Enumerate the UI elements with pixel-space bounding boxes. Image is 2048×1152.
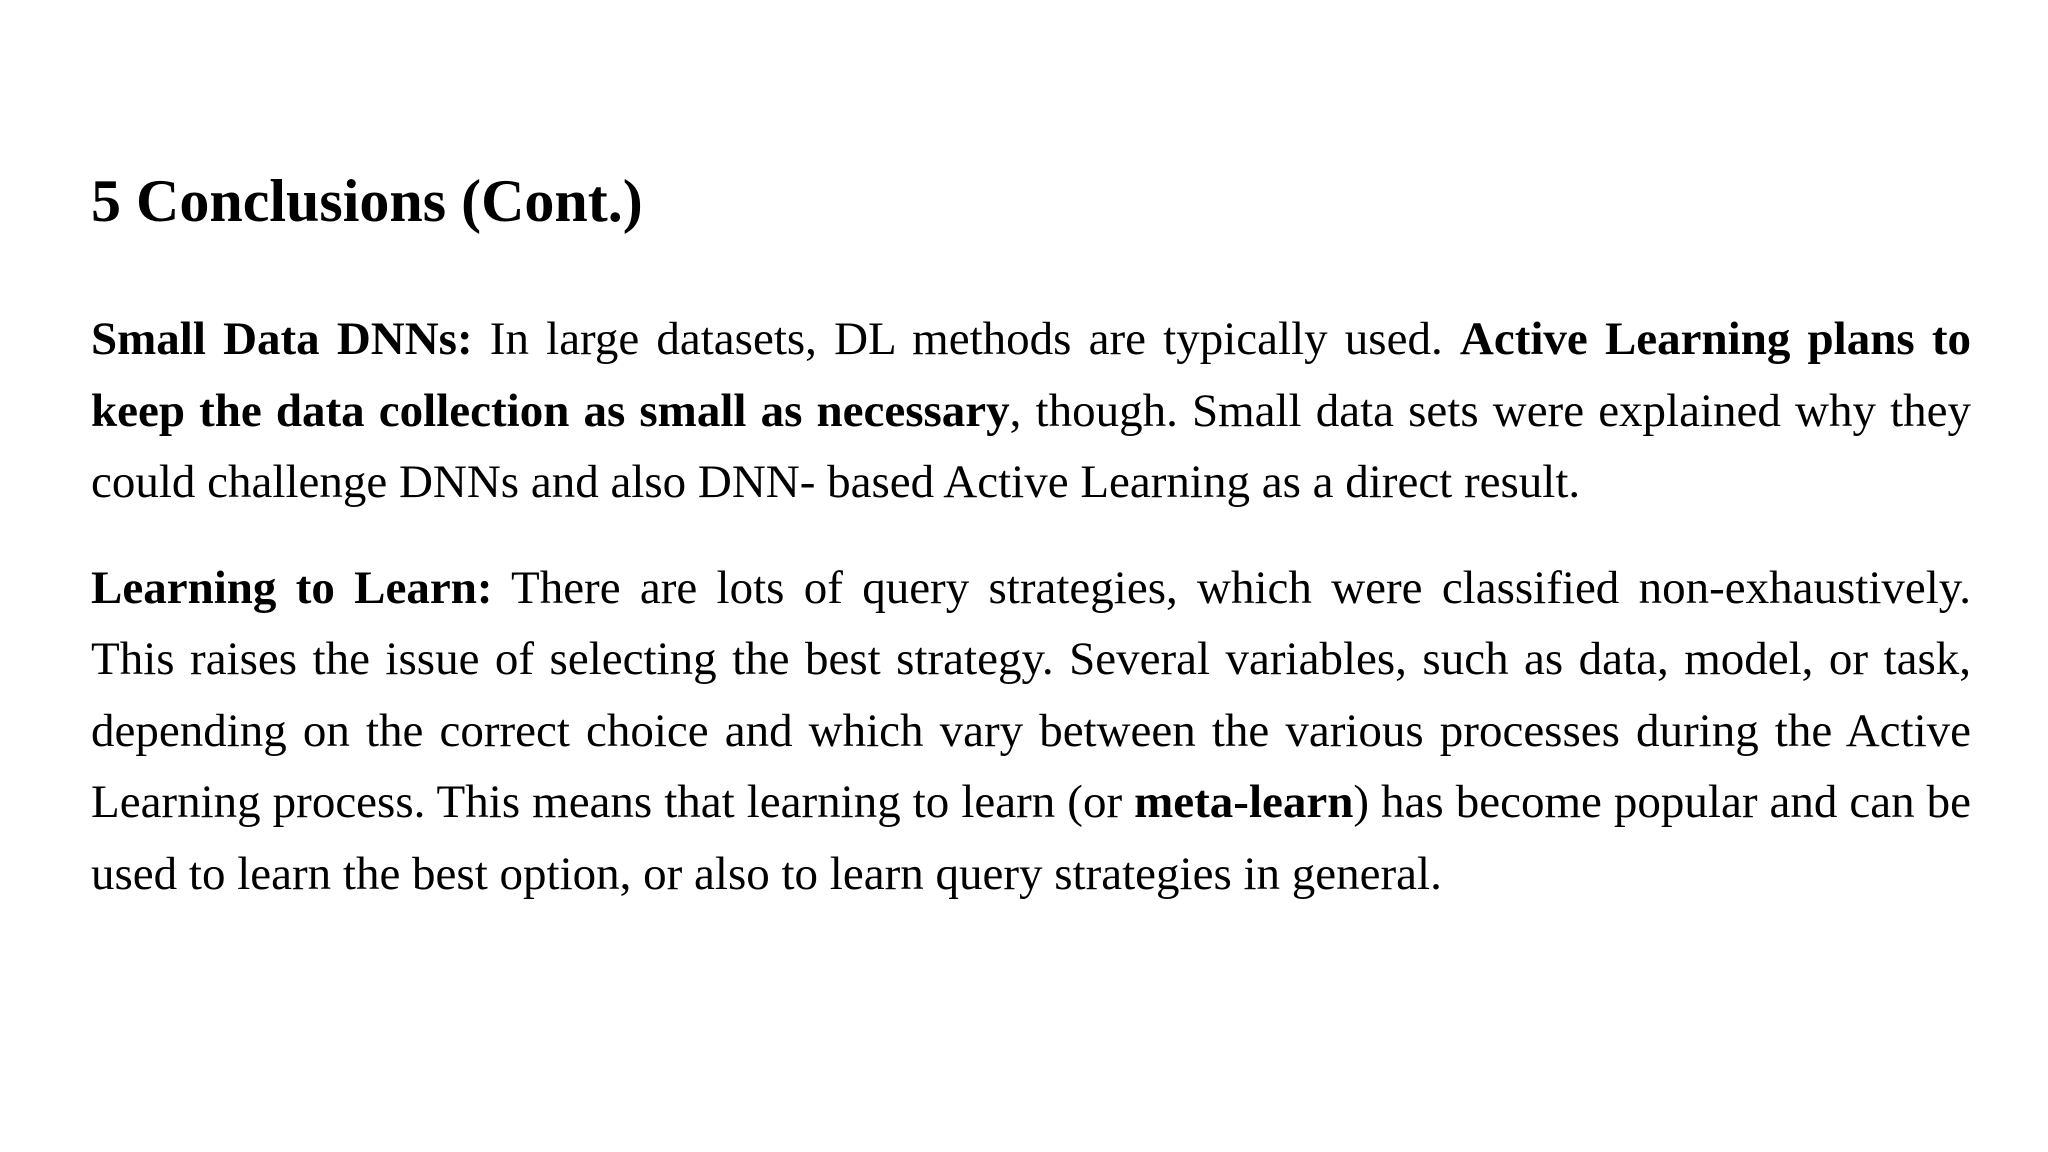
paragraph-text: In large datasets, DL methods are typically used. <box>472 313 1460 365</box>
paragraph-emphasis: meta-learn <box>1134 776 1354 828</box>
paragraph-term: Learning to Learn: <box>91 561 493 614</box>
document-page <box>91 160 1971 910</box>
section-heading: 5 Conclusions (Cont.) <box>91 168 643 234</box>
paragraph-emphasis: Active Learning plans to keep the data collection as small as necessary <box>91 313 1971 437</box>
paragraph-text: ) has become popular and can be used to learn the best option, or also to learn query strategies in general. <box>91 776 1971 900</box>
paragraph-text: , though. Small data sets were explained why they could challenge DNNs and also DNN- based Active Learning as a direct result. <box>91 384 1971 508</box>
paragraph-small-data-dnns <box>91 304 1971 519</box>
paragraph-learning-to-learn <box>91 553 1971 911</box>
paragraph-text: There are lots of query strategies, which were classified non-exhaustively. This raises the issue of selecting the best strategy. Several variables, such as data, model, or task, depending on the correct choice and which vary between the various processes during the Active Learning process. This means that learning to learn (or <box>91 561 1972 828</box>
paragraph-term: Small Data DNNs: <box>91 313 473 365</box>
